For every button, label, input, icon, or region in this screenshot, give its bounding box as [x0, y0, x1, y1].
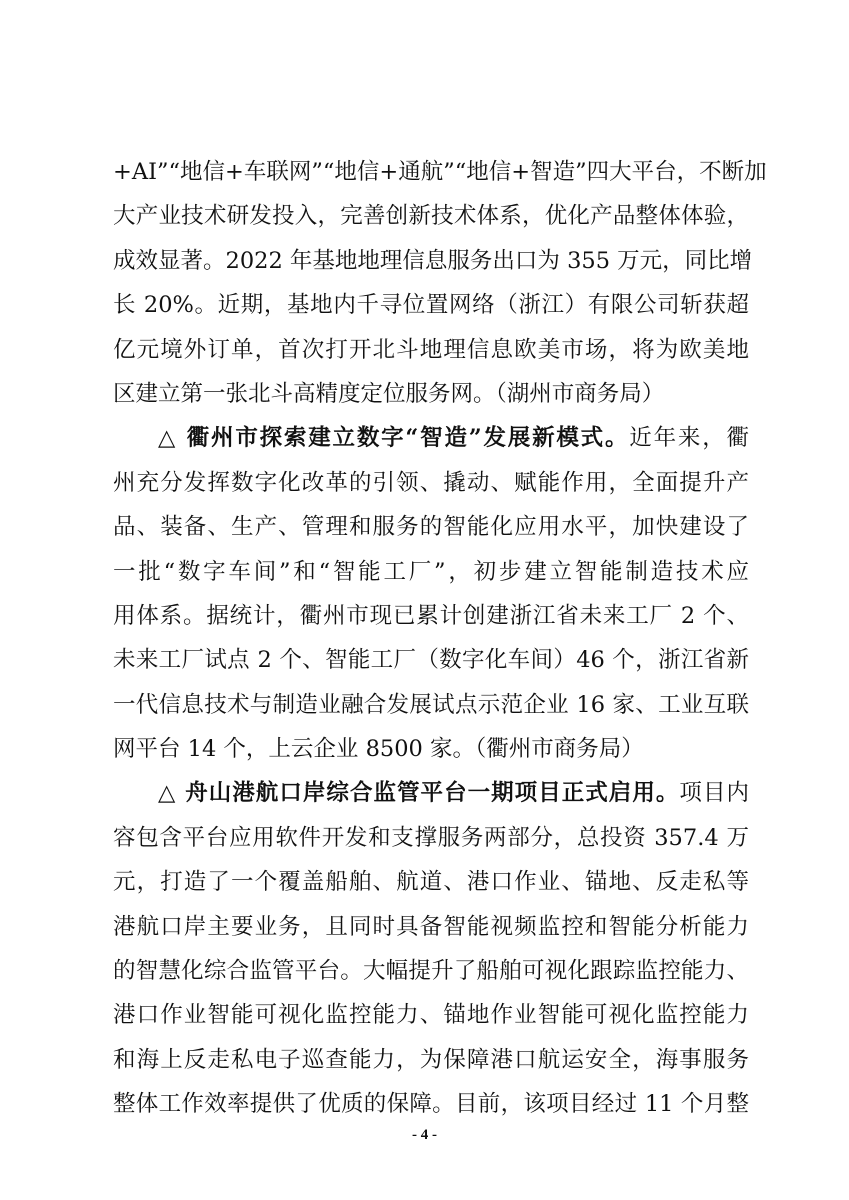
text-line-first — [113, 416, 749, 460]
text-line: 港航口岸主要业务，且同时具备智能视频监控和智能分析能力 — [113, 913, 749, 940]
text-span: 近年来，衢 — [629, 425, 749, 452]
paragraph-zhoushan — [113, 771, 749, 1126]
text-line: 整体工作效率提供了优质的保障。目前，该项目经过 11 个月整 — [113, 1091, 749, 1118]
body-text — [113, 150, 767, 1127]
text-line: 区建立第一张北斗高精度定位服务网。（湖州市商务局） — [113, 380, 665, 407]
text-line: 一代信息技术与制造业融合发展试点示范企业 16 家、工业互联 — [113, 691, 749, 718]
paragraph-huzhou — [113, 150, 767, 416]
paragraph-heading: △ 舟山港航口岸综合监管平台一期项目正式启用。 — [158, 780, 680, 807]
text-span: 项目内 — [679, 780, 749, 807]
text-line: 品、装备、生产、管理和服务的智能化应用水平，加快建设了 — [113, 514, 749, 541]
page-number: - 4 - — [412, 1127, 437, 1143]
text-line: 大产业技术研发投入，完善创新技术体系，优化产品整体体验， — [113, 203, 749, 230]
text-line: 网平台 14 个，上云企业 8500 家。（衢州市商务局） — [113, 736, 644, 763]
text-line: 用体系。据统计，衢州市现已累计创建浙江省未来工厂 2 个、 — [113, 602, 749, 629]
text-line: 元，打造了一个覆盖船舶、航道、港口作业、锚地、反走私等 — [113, 869, 749, 896]
text-line: 的智慧化综合监管平台。大幅提升了船舶可视化跟踪监控能力、 — [113, 958, 749, 985]
text-line: 一批“数字车间”和“智能工厂”，初步建立智能制造技术应 — [113, 558, 749, 585]
text-line: 亿元境外订单，首次打开北斗地理信息欧美市场，将为欧美地 — [113, 336, 749, 363]
text-line: 成效显著。2022 年基地地理信息服务出口为 355 万元，同比增 — [113, 247, 753, 274]
text-line-first — [113, 771, 749, 815]
text-line: +AI”“地信+车联网”“地信+通航”“地信+智造”四大平台，不断加 — [113, 159, 767, 185]
text-line: 和海上反走私电子巡查能力，为保障港口航运安全，海事服务 — [113, 1046, 749, 1073]
paragraph-quzhou — [113, 416, 749, 771]
text-line: 未来工厂试点 2 个、智能工厂（数字化车间）46 个，浙江省新 — [113, 647, 749, 674]
text-line: 容包含平台应用软件开发和支撑服务两部分，总投资 357.4 万 — [113, 824, 749, 851]
paragraph-heading: △ 衢州市探索建立数字“智造”发展新模式。 — [158, 425, 630, 452]
text-line: 港口作业智能可视化监控能力、锚地作业智能可视化监控能力 — [113, 1002, 749, 1029]
text-line: 州充分发挥数字化改革的引领、撬动、赋能作用，全面提升产 — [113, 469, 749, 496]
text-line: 长 20%。近期，基地内千寻位置网络（浙江）有限公司斩获超 — [113, 292, 749, 319]
